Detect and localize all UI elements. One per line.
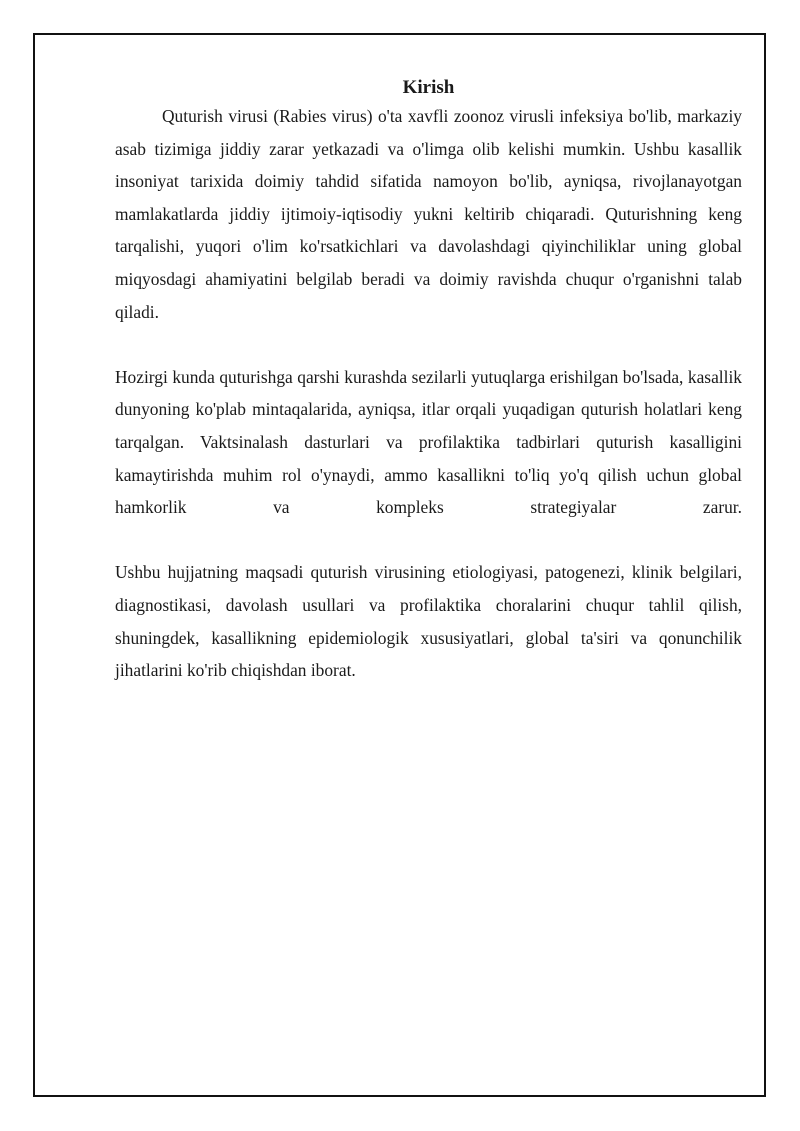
paragraph-2: Hozirgi kunda quturishga qarshi kurashda sezilarli yutuqlarga erishilgan bo'lsada, kasallik dunyoning ko'plab mintaqalarida, ayniqsa, itlar orqali yuqadigan quturish holatlari keng tarqalgan. Vaktsinalash dasturlari va profilaktika tadbirlari quturish kasalligini kamaytirishda muhim rol o'ynaydi, ammo kasallikni to'liq yo'q qilish uchun global hamkorlik va kompleks strategiyalar zarur.: [115, 366, 742, 518]
paragraph-spacer: [115, 328, 742, 361]
paragraph-spacer: [115, 524, 742, 557]
paragraph-3: Ushbu hujjatning maqsadi quturish virusining etiologiyasi, patogenezi, klinik belgilari, diagnostikasi, davolash usullari va profilaktika choralarini chuqur tahlil qilish, shuningdek, kasallikning epidemiologik xususiyatlari, global ta'siri va qonunchilik jihatlarini ko'rib chiqishdan iborat.: [115, 562, 742, 681]
paragraph-1: Quturish virusi (Rabies virus) o'ta xavfli zoonoz virusli infeksiya bo'lib, markaziy asab tizimiga jiddiy zarar yetkazadi va o'limga olib kelishi mumkin. Ushbu kasallik insoniyat tarixida doimiy tahdid sifatida namoyon bo'lib, ayniqsa, rivojlanayotgan mamlakatlarda jiddiy ijtimoiy-iqtisodiy yukni keltirib chiqaradi. Quturishning keng tarqalishi, yuqori o'lim ko'rsatkichlari va davolashdagi qiyinchiliklar uning global miqyosdagi ahamiyatini belgilab beradi va doimiy ravishda chuqur o'rganishni talab qiladi.: [115, 106, 742, 322]
document-title: Kirish: [402, 77, 455, 98]
document-body: [115, 76, 742, 687]
